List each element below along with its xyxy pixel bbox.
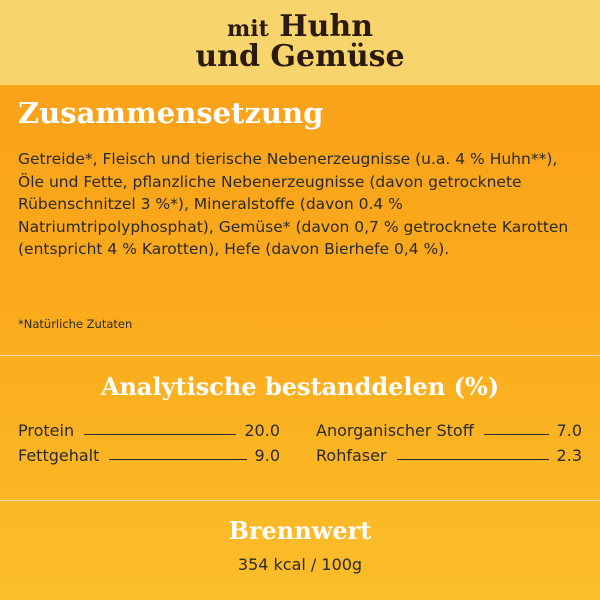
nutrient-value: 9.0 [254, 446, 280, 465]
analytical-row-fat [18, 445, 280, 467]
energy-heading: Brennwert [228, 516, 372, 545]
nutrient-value: 20.0 [244, 421, 280, 440]
nutrient-label: Anorganischer Stoff [316, 421, 474, 440]
nutrient-value: 2.3 [556, 446, 582, 465]
leader-line [397, 459, 549, 460]
leader-line [84, 434, 236, 435]
analytical-row-protein [18, 420, 280, 442]
product-header [0, 0, 600, 85]
leader-line [484, 434, 549, 435]
nutrient-label: Rohfaser [316, 446, 387, 465]
nutrient-label: Fettgehalt [18, 446, 100, 465]
composition-heading: Zusammensetzung [18, 96, 324, 130]
nutrient-label: Protein [18, 421, 75, 440]
variant-prefix: mit [226, 16, 269, 42]
variant-main: Huhn [279, 9, 374, 44]
section-divider [0, 500, 600, 501]
analytical-row-fibre [316, 445, 582, 467]
product-variant-line2: und Gemüse [195, 39, 405, 74]
energy-value: 354 kcal / 100g [237, 555, 363, 574]
section-divider [0, 355, 600, 356]
analytical-heading: Analytische bestanddelen (%) [100, 372, 500, 401]
leader-line [109, 459, 246, 460]
composition-text: Getreide*, Fleisch und tierische Nebenerzeugnisse (u.a. 4 % Huhn**), Öle und Fette, pflanzliche Nebenerzeugnisse (davon getrocknete Rübenschnitzel 3 %*), Mineralstoffe (davon 0.4 % Natriumtripolyphosphat), Gemüse* (davon 0,7 % getrocknete Karotten (entspricht 4 % Karotten), Hefe (davon Bierhefe 0,4 %). [18, 150, 569, 258]
nutrient-value: 7.0 [556, 421, 582, 440]
analytical-row-ash [316, 420, 582, 442]
composition-footnote: *Natürliche Zutaten [18, 317, 133, 331]
